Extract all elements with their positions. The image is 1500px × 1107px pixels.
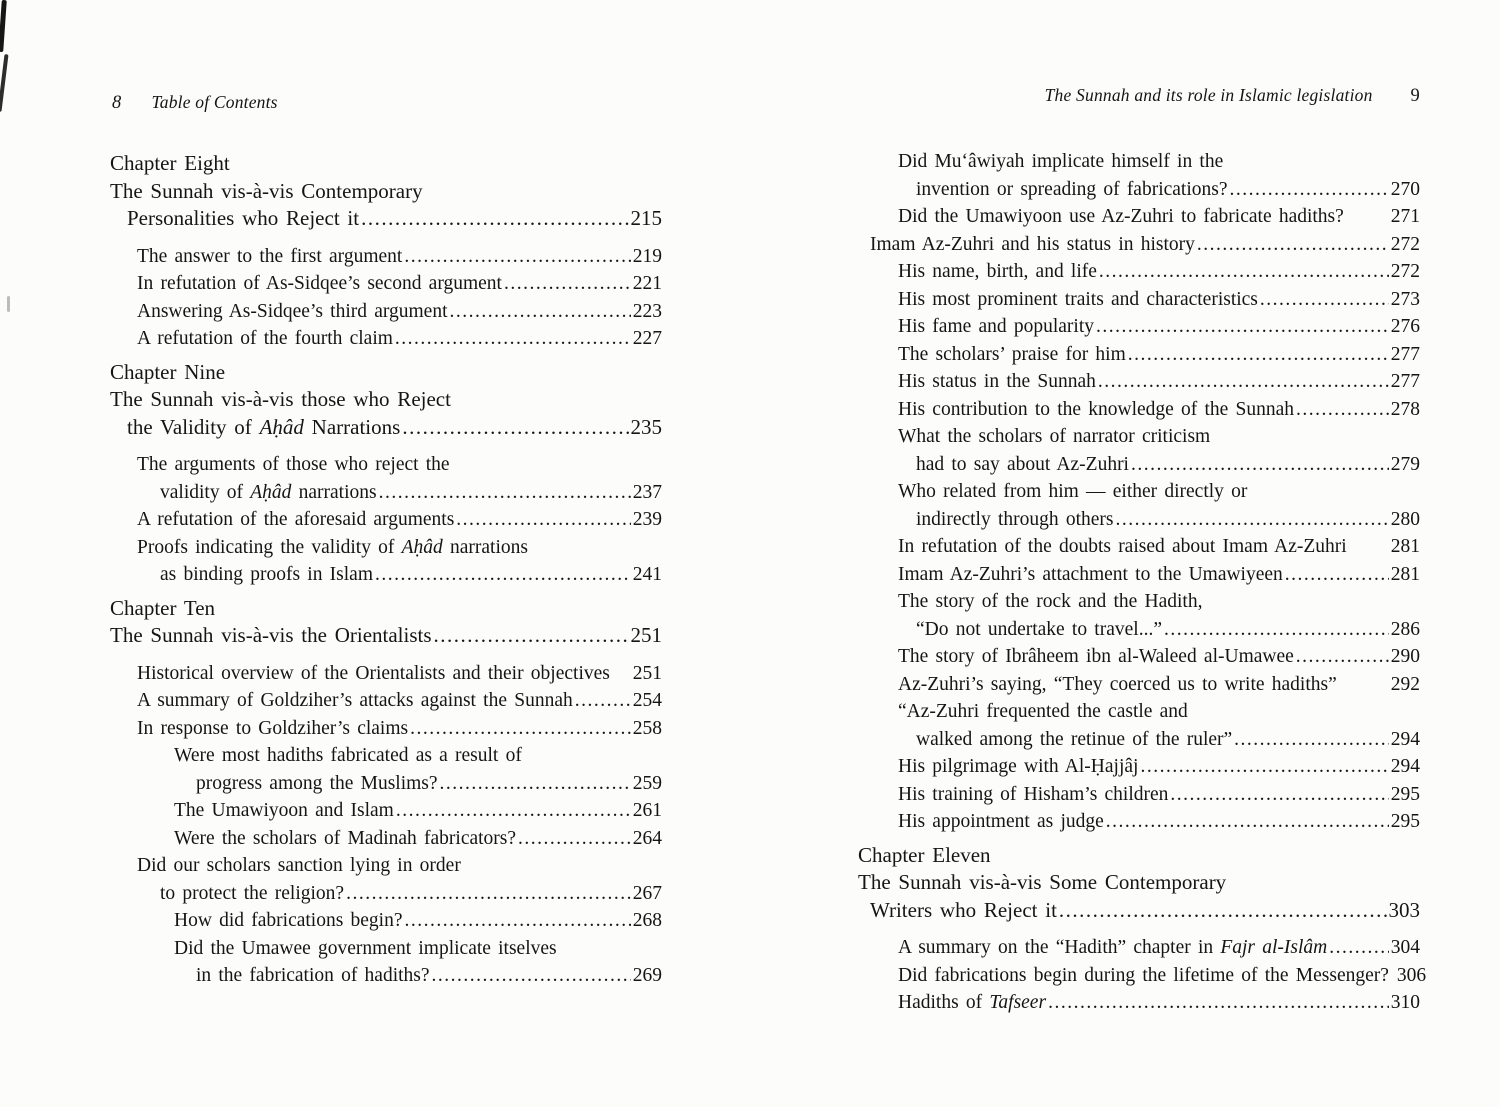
toc-entry-text-segment: Imam Az-Zuhri’s attachment to the Umawiyeen <box>898 563 1283 585</box>
page-number-ref: 281 <box>1390 536 1420 557</box>
toc-entry-text-segment: Were the scholars of Madinah fabricators? <box>174 827 517 849</box>
toc-entry-text <box>858 869 1226 897</box>
toc-entry-text <box>916 506 1113 534</box>
toc-entry-line <box>110 935 662 963</box>
toc-entry-text-segment: Historical overview of the Orientalists and their objectives <box>137 662 610 684</box>
dot-leader <box>575 687 631 715</box>
toc-entry-text <box>898 753 1138 781</box>
page-number-ref: 271 <box>1390 206 1420 227</box>
toc-entry-text <box>898 533 1347 561</box>
toc-entry-text <box>110 386 451 414</box>
dot-leader <box>396 797 631 825</box>
toc-entry-line <box>110 687 662 715</box>
page-number-ref: 270 <box>1390 178 1420 200</box>
toc-chapter-line <box>110 150 662 178</box>
toc-entry-line <box>110 479 662 507</box>
right-folio-number: 9 <box>1410 86 1420 106</box>
toc-entry-text-segment: “Do not undertake to travel...” <box>916 618 1162 640</box>
toc-chapter-line <box>858 869 1420 897</box>
toc-entry-text <box>127 205 359 233</box>
toc-entry-text <box>898 989 1046 1017</box>
toc-entry-text <box>110 595 215 623</box>
page-number-ref: 259 <box>632 772 662 794</box>
page-number-ref: 272 <box>1390 261 1420 282</box>
toc-entry-text <box>110 359 225 387</box>
toc-entry-text-segment: Narrations <box>303 414 401 439</box>
toc-entry-line <box>858 962 1427 990</box>
toc-entry-text-segment: His most prominent traits and characteristics <box>898 288 1258 310</box>
page-number-ref: 294 <box>1390 728 1420 750</box>
toc-entry-text <box>898 781 1168 809</box>
page-number-ref: 221 <box>632 273 662 294</box>
toc-entry-text-segment: Az-Zuhri’s saying, “They coerced us to write hadiths” <box>898 673 1337 695</box>
toc-entry-text <box>137 451 450 479</box>
dot-leader <box>1329 934 1389 962</box>
toc-entry-text <box>174 907 403 935</box>
toc-entry-text-segment: The Sunnah vis-à-vis Contemporary <box>110 178 423 203</box>
toc-entry-line <box>110 660 662 688</box>
page-number-ref: 261 <box>632 800 662 821</box>
toc-entry-text <box>898 671 1337 699</box>
toc-chapter-line <box>110 205 662 233</box>
toc-entry-text-segment: The Sunnah vis-à-vis those who Reject <box>110 387 451 411</box>
toc-entry-text <box>898 934 1327 962</box>
toc-entry-text-segment: The Sunnah vis-à-vis the Orientalists <box>110 623 432 647</box>
toc-entry-text <box>137 243 402 271</box>
page-number-ref: 241 <box>632 564 662 585</box>
toc-entry-line <box>110 797 662 825</box>
page-number-ref: 286 <box>1390 618 1420 640</box>
toc-entry-text-segment: The story of the rock and the Hadith, <box>898 591 1203 612</box>
toc-entry-text <box>137 534 528 562</box>
toc-entry-text-segment: His name, birth, and life <box>898 261 1097 282</box>
toc-entry-text-italic: Aḥâd <box>259 414 304 439</box>
toc-entry-text <box>858 842 991 870</box>
page-number-ref: 277 <box>1390 343 1420 365</box>
toc-entry-text <box>110 178 423 206</box>
dot-leader <box>1106 808 1389 836</box>
toc-entry-text-segment: Did Mu‘âwiyah implicate himself in the <box>898 151 1224 172</box>
toc-entry-text-segment: narrations <box>291 481 377 503</box>
page-left-toc-column <box>110 150 662 990</box>
dot-leader <box>518 825 631 853</box>
toc-entry-line <box>858 808 1420 836</box>
toc-entry-text <box>898 643 1294 671</box>
page-number-ref: 235 <box>630 414 662 439</box>
page-number-ref: 304 <box>1390 937 1420 958</box>
dot-leader <box>1059 897 1387 925</box>
dot-leader <box>450 298 631 326</box>
page-number-ref: 290 <box>1390 646 1420 667</box>
dot-leader <box>375 561 631 589</box>
page-number-ref: 281 <box>1390 563 1420 585</box>
scan-artifact <box>7 296 10 312</box>
toc-entry-text-italic: Tafseer <box>989 992 1047 1013</box>
toc-entry-text-segment: Answering As-Sidqee’s third argument <box>137 300 448 322</box>
toc-entry-text-segment: His appointment as judge <box>898 811 1104 832</box>
toc-entry-text <box>137 298 448 326</box>
toc-entry-text <box>160 561 373 589</box>
toc-entry-text <box>196 962 430 990</box>
toc-entry-line <box>110 298 662 326</box>
dot-leader <box>1131 451 1389 479</box>
toc-entry-text-segment: validity of <box>160 481 251 503</box>
dot-leader <box>440 770 631 798</box>
page-number-ref: 306 <box>1396 964 1427 986</box>
toc-entry-text <box>898 203 1344 231</box>
dot-leader <box>410 715 631 743</box>
toc-entry-text <box>137 715 408 743</box>
right-running-head <box>858 85 1420 107</box>
toc-entry-text-segment: Imam Az-Zuhri and his status in history <box>870 233 1195 255</box>
toc-entry-text-segment: to protect the religion? <box>160 882 345 904</box>
toc-chapter-line <box>110 414 662 442</box>
toc-entry-text-segment: Did the Umawiyoon use Az-Zuhri to fabricate hadiths? <box>898 206 1344 227</box>
left-running-head <box>112 92 278 114</box>
page-number-ref: 258 <box>632 717 662 739</box>
toc-entry-text-segment: invention or spreading of fabrications? <box>916 178 1228 200</box>
page-number-ref: 264 <box>632 827 662 849</box>
toc-entry-line <box>110 962 662 990</box>
dot-leader <box>1234 726 1389 754</box>
toc-entry-text-segment: A summary of Goldziher’s attacks against the Sunnah <box>137 690 573 711</box>
dot-leader <box>432 962 631 990</box>
toc-entry-line <box>110 770 662 798</box>
toc-entry-text-segment: In refutation of As-Sidqee’s second argument <box>137 273 502 294</box>
toc-entry-text-segment: A refutation of the aforesaid arguments <box>137 509 455 530</box>
toc-entry-text-segment: His contribution to the knowledge of the Sunnah <box>898 398 1295 420</box>
toc-entry-text <box>137 687 573 715</box>
toc-entry-text <box>160 880 344 908</box>
toc-entry-text <box>160 479 377 507</box>
toc-entry-line <box>110 534 662 562</box>
toc-entry-text <box>174 935 557 963</box>
toc-entry-text <box>174 797 394 825</box>
toc-entry-text-segment: In refutation of the doubts raised about Imam Az-Zuhri <box>898 536 1347 557</box>
toc-entry-text-italic: Fajr al-Islâm <box>1220 937 1328 958</box>
page-number-ref: 280 <box>1390 508 1420 530</box>
dot-leader <box>1048 989 1389 1017</box>
toc-entry-text-segment: had to say about Az-Zuhri <box>916 453 1129 475</box>
toc-entry-text <box>898 313 1094 341</box>
toc-entry-text-italic: Aḥâd <box>401 536 443 558</box>
toc-entry-line <box>858 231 1420 259</box>
toc-entry-line <box>858 258 1420 286</box>
toc-entry-text <box>916 451 1129 479</box>
toc-entry-text-segment: Did the Umawee government implicate itselves <box>174 937 557 959</box>
toc-entry-text-segment: progress among the Muslims? <box>196 772 438 794</box>
toc-entry-text <box>898 258 1097 286</box>
dot-leader <box>1096 313 1389 341</box>
toc-entry-text <box>174 825 516 853</box>
dot-leader <box>1098 368 1389 396</box>
toc-entry-text <box>174 742 522 770</box>
toc-entry-line <box>858 698 1420 726</box>
toc-entry-line <box>858 203 1420 231</box>
left-folio-number: 8 <box>112 93 122 113</box>
toc-entry-text-segment: His pilgrimage with Al-Ḥajjâj <box>898 756 1139 777</box>
toc-entry-text <box>898 698 1188 726</box>
toc-entry-text <box>898 561 1283 589</box>
toc-entry-text <box>898 808 1104 836</box>
page-number-ref: 276 <box>1390 316 1420 337</box>
dot-leader <box>1230 176 1389 204</box>
page-right-toc-column <box>858 148 1427 1017</box>
toc-entry-line <box>858 148 1420 176</box>
toc-entry-text-segment: Chapter Eleven <box>858 842 991 867</box>
page-number-ref: 295 <box>1390 783 1420 805</box>
toc-entry-text-segment: The story of Ibrâheem ibn al-Waleed al-Umawee <box>898 646 1294 667</box>
toc-entry-text <box>127 414 400 442</box>
toc-entry-text-segment: What the scholars of narrator criticism <box>898 426 1211 447</box>
dot-leader <box>1170 781 1388 809</box>
toc-entry-text <box>898 962 1389 990</box>
toc-entry-line <box>110 243 662 271</box>
toc-entry-line <box>858 176 1420 204</box>
toc-entry-line <box>110 742 662 770</box>
toc-entry-text <box>137 506 454 534</box>
page-number-ref: 269 <box>632 965 662 986</box>
toc-entry-text <box>916 616 1162 644</box>
toc-entry-line <box>110 561 662 589</box>
toc-entry-text-segment: narrations <box>442 536 528 558</box>
page-number-ref: 273 <box>1390 288 1420 310</box>
dot-leader <box>456 506 630 534</box>
toc-entry-line <box>858 753 1420 781</box>
page-number-ref: 277 <box>1390 371 1420 392</box>
dot-leader <box>405 907 631 935</box>
toc-entry-text-segment: In response to Goldziher’s claims <box>137 717 409 739</box>
page-number-ref: 251 <box>632 662 662 684</box>
toc-entry-line <box>110 270 662 298</box>
toc-entry-text-segment: His training of Hisham’s children <box>898 783 1169 805</box>
toc-entry-line <box>858 368 1420 396</box>
right-running-head-title: The Sunnah and its role in Islamic legislation <box>1044 85 1373 105</box>
toc-entry-line <box>110 325 662 353</box>
dot-leader <box>361 205 628 233</box>
page-number-ref: 279 <box>1390 453 1420 475</box>
toc-entry-text-segment: Who related from him — either directly or <box>898 481 1248 502</box>
dot-leader <box>434 622 629 650</box>
dot-leader <box>1260 286 1389 314</box>
toc-entry-line <box>858 286 1420 314</box>
dot-leader <box>1296 396 1389 424</box>
page-number-ref: 251 <box>630 623 662 647</box>
page-number-ref: 295 <box>1390 811 1420 832</box>
page-number-ref: 223 <box>632 300 662 322</box>
page-number-ref: 303 <box>1388 897 1420 922</box>
toc-entry-line <box>858 616 1420 644</box>
toc-entry-text-segment: How did fabrications begin? <box>174 910 403 931</box>
dot-leader <box>404 243 630 271</box>
toc-entry-text-segment: Hadiths of <box>898 992 990 1013</box>
toc-chapter-line <box>110 622 662 650</box>
page-number-ref: 310 <box>1390 992 1420 1013</box>
toc-entry-line <box>858 561 1420 589</box>
left-running-head-title: Table of Contents <box>151 92 278 112</box>
toc-entry-line <box>858 671 1420 699</box>
toc-entry-text <box>916 726 1232 754</box>
toc-entry-text <box>137 660 610 688</box>
dot-leader <box>504 270 631 298</box>
dot-leader <box>1164 616 1389 644</box>
dot-leader <box>1197 231 1389 259</box>
toc-entry-text-segment: indirectly through others <box>916 508 1114 530</box>
toc-entry-line <box>858 588 1420 616</box>
page-number-ref: 219 <box>632 245 662 267</box>
toc-entry-text <box>898 368 1096 396</box>
toc-entry-line <box>110 852 662 880</box>
toc-entry-line <box>858 341 1420 369</box>
toc-entry-line <box>110 907 662 935</box>
toc-entry-text-segment: Were most hadiths fabricated as a result of <box>174 745 522 766</box>
toc-entry-text-segment: Chapter Nine <box>110 359 226 384</box>
toc-entry-text-segment: The answer to the first argument <box>137 245 403 267</box>
page-number-ref: 278 <box>1390 398 1420 420</box>
toc-entry-text-segment: Did fabrications begin during the lifetime of the Messenger? <box>898 964 1389 986</box>
dot-leader <box>1115 506 1388 534</box>
toc-entry-text-segment: The scholars’ praise for him <box>898 343 1126 365</box>
page-number-ref: 237 <box>632 481 662 503</box>
toc-entry-text-segment: Chapter Eight <box>110 151 230 175</box>
dot-leader <box>1285 561 1389 589</box>
scan-artifact <box>0 0 7 52</box>
toc-entry-line <box>858 989 1420 1017</box>
toc-entry-line <box>110 880 662 908</box>
toc-entry-text <box>916 176 1228 204</box>
toc-entry-text-segment: walked among the retinue of the ruler” <box>916 728 1233 750</box>
page-number-ref: 268 <box>632 910 662 931</box>
page-number-ref: 292 <box>1390 673 1420 695</box>
toc-entry-line <box>858 643 1420 671</box>
toc-entry-text <box>898 148 1223 176</box>
page-number-ref: 272 <box>1390 233 1420 255</box>
page-number-ref: 239 <box>632 509 662 530</box>
page-number-ref: 254 <box>632 690 662 711</box>
toc-entry-text <box>870 897 1057 925</box>
toc-entry-text-segment: Did our scholars sanction lying in order <box>137 855 461 876</box>
toc-entry-text-segment: His fame and popularity <box>898 316 1095 337</box>
toc-entry-text-segment: Personalities who Reject it <box>127 206 360 230</box>
toc-entry-line <box>858 726 1420 754</box>
dot-leader <box>1128 341 1389 369</box>
toc-entry-line <box>858 533 1420 561</box>
toc-entry-text-segment: as binding proofs in Islam <box>160 564 374 585</box>
toc-chapter-line <box>858 897 1420 925</box>
toc-entry-text-segment: Proofs indicating the validity of <box>137 536 402 558</box>
toc-entry-line <box>858 506 1420 534</box>
toc-entry-line <box>858 423 1420 451</box>
toc-entry-line <box>110 506 662 534</box>
toc-entry-line <box>110 715 662 743</box>
toc-entry-text <box>898 478 1247 506</box>
toc-chapter-line <box>858 842 1420 870</box>
toc-entry-text <box>898 588 1202 616</box>
page-number-ref: 267 <box>632 882 662 904</box>
toc-entry-text <box>898 286 1258 314</box>
toc-entry-text <box>137 270 502 298</box>
dot-leader <box>1140 753 1388 781</box>
toc-entry-line <box>858 781 1420 809</box>
toc-entry-line <box>110 451 662 479</box>
toc-entry-text-segment: The Sunnah vis-à-vis Some Contemporary <box>858 870 1227 894</box>
toc-entry-text <box>110 622 432 650</box>
toc-entry-text <box>137 852 461 880</box>
toc-entry-text <box>110 150 230 178</box>
toc-entry-text <box>870 231 1195 259</box>
dot-leader <box>379 479 631 507</box>
toc-entry-text <box>898 396 1294 424</box>
toc-entry-text <box>898 341 1126 369</box>
toc-entry-text-segment: A refutation of the fourth claim <box>137 328 393 349</box>
dot-leader <box>1296 643 1389 671</box>
toc-entry-text-segment: Chapter Ten <box>110 595 216 620</box>
toc-entry-line <box>858 934 1420 962</box>
toc-entry-text-segment: the Validity of <box>127 414 260 439</box>
toc-entry-text-segment: in the fabrication of hadiths? <box>196 965 430 986</box>
dot-leader <box>346 880 631 908</box>
toc-entry-line <box>858 313 1420 341</box>
scan-artifact <box>0 54 9 112</box>
page-number-ref: 215 <box>630 206 662 230</box>
toc-entry-text-segment: His status in the Sunnah <box>898 371 1096 392</box>
toc-entry-text-segment: “Az-Zuhri frequented the castle and <box>898 701 1188 722</box>
page-number-ref: 294 <box>1390 756 1420 777</box>
toc-entry-text-segment: The Umawiyoon and Islam <box>174 800 394 821</box>
toc-entry-text-segment: The arguments of those who reject the <box>137 454 450 475</box>
toc-entry-text <box>898 423 1210 451</box>
dot-leader <box>1099 258 1389 286</box>
dot-leader <box>402 414 628 442</box>
toc-chapter-line <box>110 386 662 414</box>
toc-entry-line <box>110 825 662 853</box>
toc-chapter-line <box>110 178 662 206</box>
toc-entry-text <box>137 325 393 353</box>
toc-entry-line <box>858 478 1420 506</box>
toc-chapter-line <box>110 595 662 623</box>
toc-entry-line <box>858 396 1420 424</box>
toc-entry-text-segment: Writers who Reject it <box>870 897 1057 922</box>
toc-entry-text-segment: A summary on the “Hadith” chapter in <box>898 937 1221 958</box>
dot-leader <box>395 325 631 353</box>
toc-entry-text <box>196 770 438 798</box>
toc-chapter-line <box>110 359 662 387</box>
toc-entry-line <box>858 451 1420 479</box>
page-number-ref: 227 <box>632 328 662 349</box>
toc-entry-text-italic: Aḥâd <box>250 481 292 503</box>
